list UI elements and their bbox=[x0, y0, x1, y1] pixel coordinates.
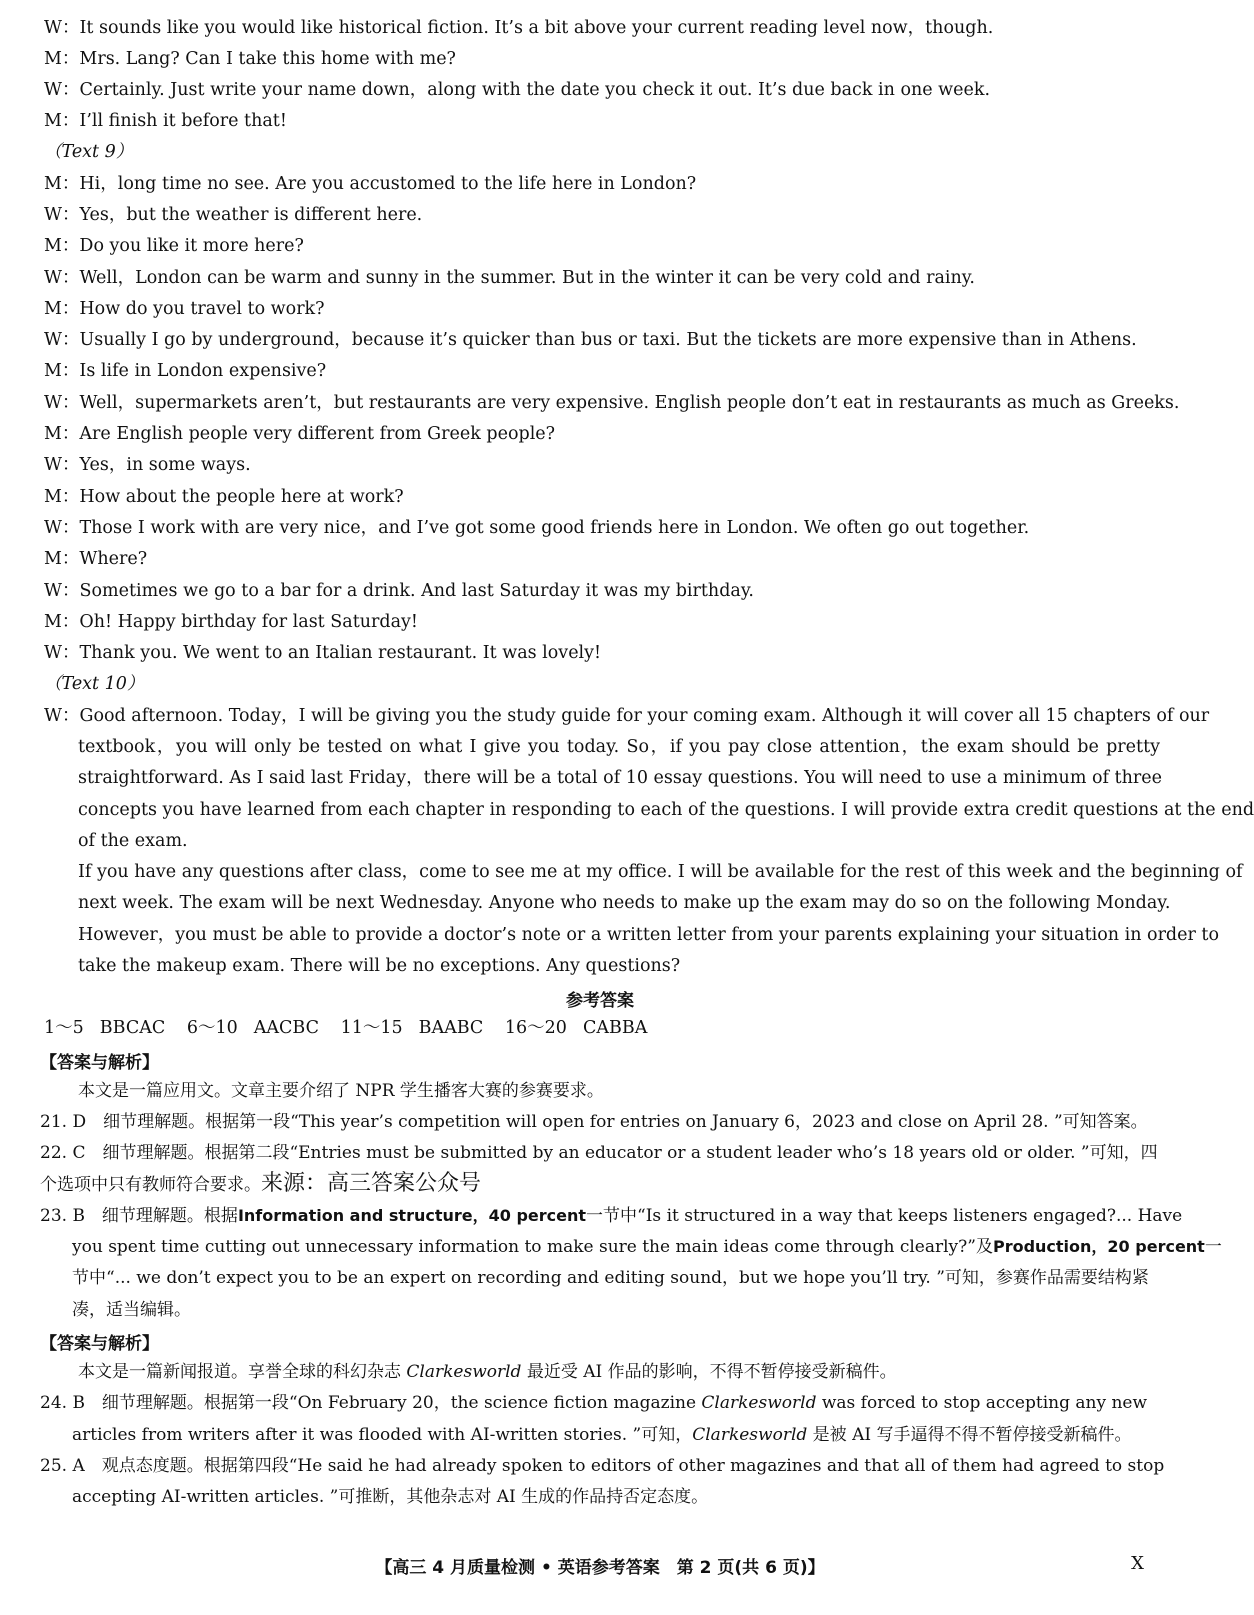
question-23-cont bbox=[72, 1235, 1222, 1259]
footer-mark: X bbox=[1131, 1553, 1144, 1574]
transcript-line: W：Sometimes we go to a bar for a drink. And last Saturday it was my birthday. bbox=[44, 581, 754, 601]
transcript-line: M：How do you travel to work? bbox=[44, 299, 325, 319]
transcript-line: M：Oh! Happy birthday for last Saturday! bbox=[44, 612, 418, 632]
question-23-cont: 凑，适当编辑。 bbox=[72, 1300, 191, 1320]
answer-range: 11～15 bbox=[340, 1018, 403, 1038]
transcript-line: W：It sounds like you would like historical fiction. It’s a bit above your current reading level now，though. bbox=[44, 18, 994, 38]
transcript-line: W：Those I work with are very nice，and I’ve got some good friends here in London. We often go out together. bbox=[44, 518, 1030, 538]
answer-letters: BBCAC bbox=[99, 1018, 166, 1038]
transcript-line: textbook，you will only be tested on what I give you today. So，if you pay close attention，the exam should be pretty bbox=[78, 737, 1160, 757]
intro-text: 最近受 AI 作品的影响，不得不暂停接受新稿件。 bbox=[526, 1362, 897, 1382]
transcript-line: M：Are English people very different from Greek people? bbox=[44, 424, 556, 444]
transcript-line: M：Where? bbox=[44, 549, 148, 569]
question-25: 25. A 观点态度题。根据第四段“He said he had already spoken to editors of other magazines and that all of them had agreed to stop bbox=[40, 1456, 1165, 1476]
transcript-line: of the exam. bbox=[78, 831, 188, 851]
q23-text: you spent time cutting out unnecessary information to make sure the main ideas come through clearly?”及 bbox=[72, 1237, 993, 1257]
q23-text: 一节中“Is it structured in a way that keeps listeners engaged?... Have bbox=[586, 1206, 1183, 1226]
q22-text: 个选项中只有教师符合要求。 bbox=[40, 1175, 261, 1195]
q24-text: was forced to stop accepting any new bbox=[821, 1393, 1148, 1413]
answer-letters: AACBC bbox=[253, 1018, 319, 1038]
q23-section-name: Information and structure，40 percent bbox=[237, 1206, 587, 1225]
transcript-line: W：Thank you. We went to an Italian restaurant. It was lovely! bbox=[44, 643, 602, 663]
q24-text: articles from writers after it was flooded with AI-written stories. ”可知， bbox=[72, 1425, 693, 1445]
q23-text: 23. B 细节理解题。根据 bbox=[40, 1206, 238, 1226]
answer-range: 6～10 bbox=[186, 1018, 238, 1038]
question-23 bbox=[40, 1204, 1183, 1228]
transcript-line: W：Certainly. Just write your name down，along with the date you check it out. It’s due back in one week. bbox=[44, 80, 991, 100]
text10-label: （Text 10） bbox=[44, 674, 145, 694]
answer-letters: BAABC bbox=[418, 1018, 484, 1038]
answer-range: 16～20 bbox=[504, 1018, 567, 1038]
transcript-line: M：Is life in London expensive? bbox=[44, 361, 327, 381]
answer-range: 1～5 bbox=[44, 1018, 84, 1038]
q24-text: 24. B 细节理解题。根据第一段“On February 20，the science fiction magazine bbox=[40, 1393, 697, 1413]
answer-key bbox=[44, 1016, 1160, 1040]
transcript-line: W：Yes，in some ways. bbox=[44, 455, 251, 475]
transcript-line: W：Good afternoon. Today，I will be giving you the study guide for your coming exam. Although it will cover all 15 chapters of our bbox=[44, 706, 1210, 726]
answer-letters: CABBA bbox=[582, 1018, 648, 1038]
magazine-title: Clarkesworld bbox=[406, 1362, 522, 1382]
transcript-line: next week. The exam will be next Wednesday. Anyone who needs to make up the exam may do so on the following Monday. bbox=[78, 893, 1171, 913]
transcript-line: W：Well，London can be warm and sunny in the summer. But in the winter it can be very cold and rainy. bbox=[44, 268, 975, 288]
transcript-line: W：Yes，but the weather is different here. bbox=[44, 205, 423, 225]
transcript-line: M：How about the people here at work? bbox=[44, 487, 404, 507]
answer-heading: 参考答案 bbox=[566, 991, 634, 1011]
transcript-line: W：Usually I go by underground，because it’s quicker than bus or taxi. But the tickets are more expensive than in Athens. bbox=[44, 330, 1137, 350]
passage-intro: 本文是一篇应用文。文章主要介绍了 NPR 学生播客大赛的参赛要求。 bbox=[78, 1081, 604, 1101]
transcript-line: If you have any questions after class，come to see me at my office. I will be available for the rest of this week and the beginning of bbox=[78, 862, 1243, 882]
q23-section-name: Production，20 percent bbox=[992, 1237, 1205, 1256]
page-footer: 【高三 4 月质量检测 • 英语参考答案 第 2 页(共 6 页)】 bbox=[375, 1558, 825, 1578]
question-24 bbox=[40, 1391, 1160, 1415]
transcript-line: M：Mrs. Lang? Can I take this home with me? bbox=[44, 49, 456, 69]
q24-text: 是被 AI 写手逼得不得不暂停接受新稿件。 bbox=[812, 1425, 1132, 1445]
intro-text: 本文是一篇新闻报道。享誉全球的科幻杂志 bbox=[78, 1362, 401, 1382]
transcript-line: M：Do you like it more here? bbox=[44, 236, 304, 256]
text9-label: （Text 9） bbox=[44, 142, 134, 162]
question-24-cont bbox=[72, 1423, 1160, 1447]
transcript-line: However，you must be able to provide a doctor’s note or a written letter from your parents explaining your situation in order to bbox=[78, 925, 1219, 945]
q23-text: 一 bbox=[1204, 1237, 1222, 1257]
magazine-title: Clarkesworld bbox=[692, 1425, 808, 1445]
source-note: 来源：高三答案公众号 bbox=[261, 1171, 482, 1196]
analysis-heading: 【答案与解析】 bbox=[40, 1053, 159, 1073]
question-23-cont: 节中“... we don’t expect you to be an expert on recording and editing sound，but we hope you’ll try. ”可知，参赛作品需要结构紧 bbox=[72, 1268, 1149, 1288]
magazine-title: Clarkesworld bbox=[701, 1393, 817, 1413]
question-21: 21. D 细节理解题。根据第一段“This year’s competition will open for entries on January 6，2023 and close on April 28. ”可知答案。 bbox=[40, 1112, 1148, 1132]
transcript-line: W：Well，supermarkets aren’t，but restaurants are very expensive. English people don’t eat in restaurants as much as Greeks. bbox=[44, 393, 1180, 413]
transcript-line: concepts you have learned from each chapter in responding to each of the questions. I will provide extra credit questions at the end bbox=[78, 800, 1254, 820]
question-25-cont: accepting AI-written articles. ”可推断，其他杂志对 AI 生成的作品持否定态度。 bbox=[72, 1487, 709, 1507]
analysis-heading: 【答案与解析】 bbox=[40, 1334, 159, 1354]
question-22-cont bbox=[40, 1172, 1160, 1197]
transcript-line: take the makeup exam. There will be no exceptions. Any questions? bbox=[78, 956, 681, 976]
transcript-line: straightforward. As I said last Friday，there will be a total of 10 essay questions. You will need to use a minimum of three bbox=[78, 768, 1162, 788]
transcript-line: M：Hi，long time no see. Are you accustomed to the life here in London? bbox=[44, 174, 697, 194]
passage-intro bbox=[78, 1360, 1160, 1384]
question-22: 22. C 细节理解题。根据第二段“Entries must be submitted by an educator or a student leader who’s 18 years old or older. ”可知，四 bbox=[40, 1143, 1158, 1163]
transcript-line: M：I’ll finish it before that! bbox=[44, 111, 287, 131]
